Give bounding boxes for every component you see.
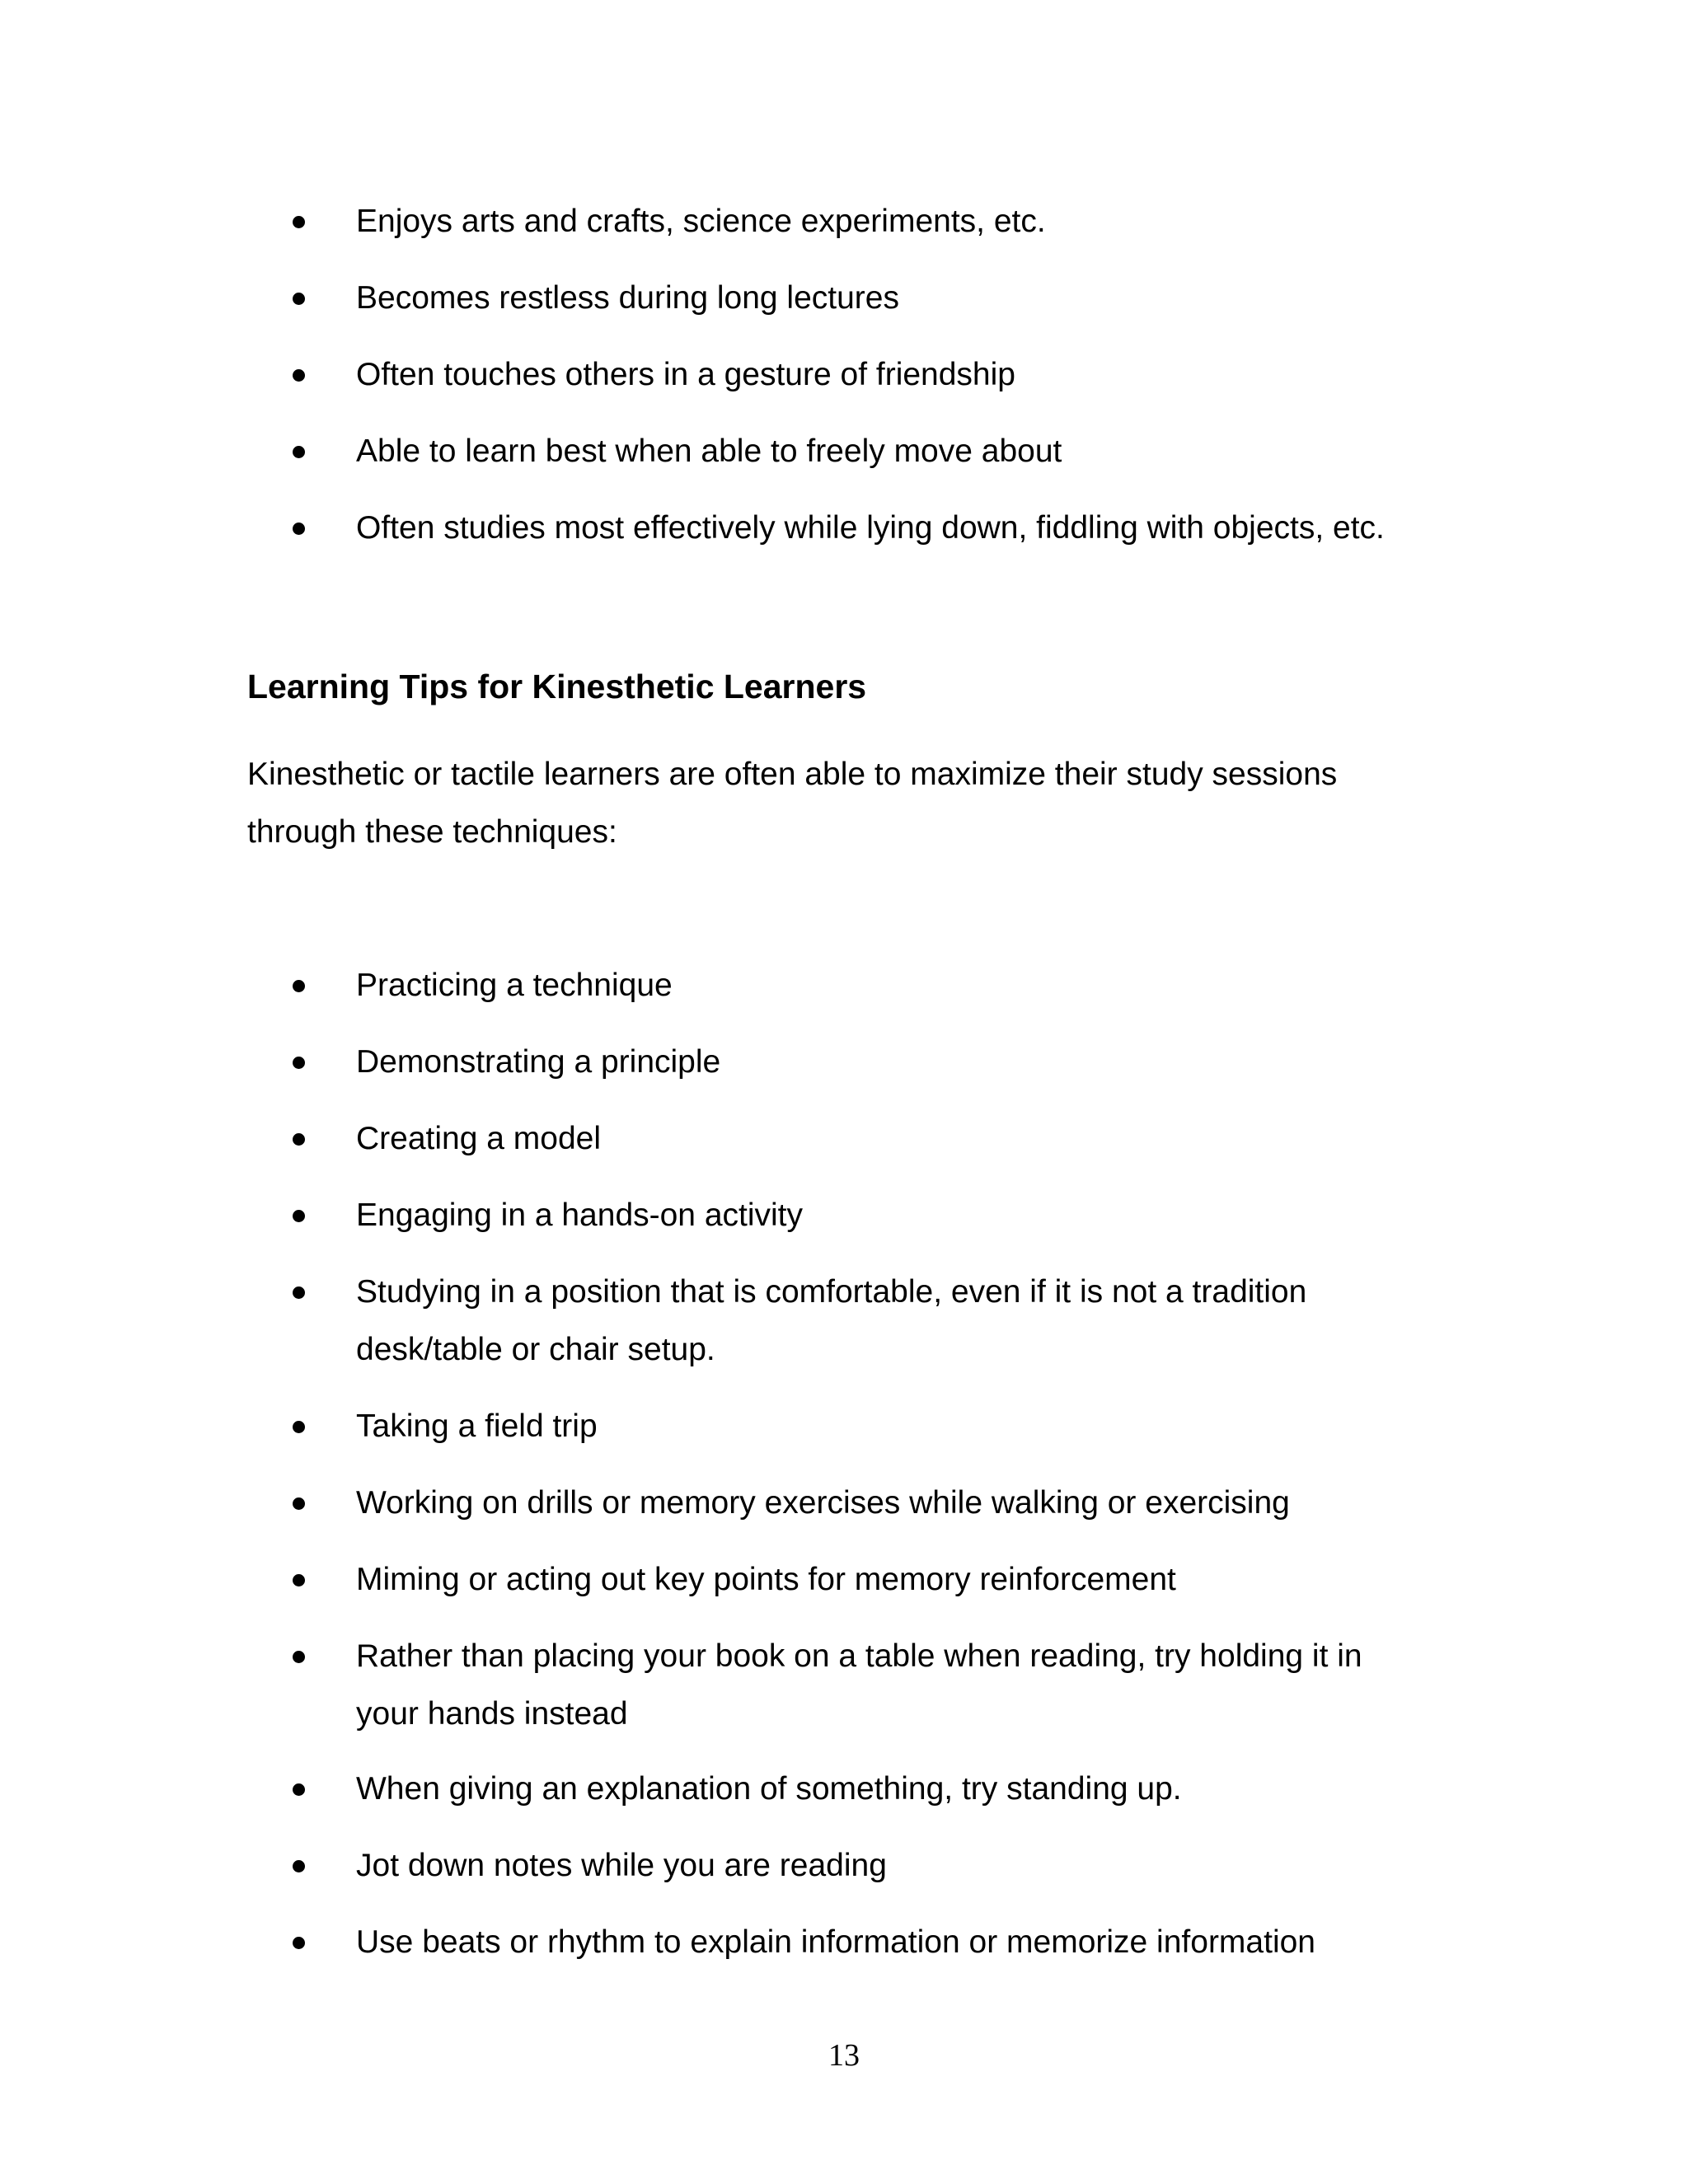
bullet-icon (293, 293, 305, 305)
bullet-icon (293, 216, 305, 228)
list-item-text: Use beats or rhythm to explain information or memorize information (356, 1924, 1315, 1960)
list-item-text: Engaging in a hands-on activity (356, 1197, 804, 1233)
list-item-text: Enjoys arts and crafts, science experiments, etc. (356, 204, 1046, 239)
intro-line: through these techniques: (247, 814, 617, 850)
bullet-icon (293, 1497, 305, 1510)
bullet-icon (293, 369, 305, 382)
bullet-icon (293, 1937, 305, 1949)
bullet-icon (293, 1057, 305, 1069)
list-item-text: Jot down notes while you are reading (356, 1848, 887, 1883)
bullet-icon (293, 1421, 305, 1433)
list-item-text: Able to learn best when able to freely move about (356, 434, 1062, 469)
list-item-text: Taking a field trip (356, 1408, 598, 1444)
list-item-text: Rather than placing your book on a table when reading, try holding it in your hands instead (356, 1638, 1362, 1732)
list-item-text: Often studies most effectively while lying down, fiddling with objects, etc. (356, 510, 1385, 546)
list-item-text: Practicing a technique (356, 968, 673, 1003)
intro-paragraph (247, 746, 1442, 861)
list-item-text: Working on drills or memory exercises while walking or exercising (356, 1485, 1290, 1521)
list-item-text: Creating a model (356, 1121, 601, 1156)
bullet-icon (293, 1286, 305, 1299)
list-item-text: Often touches others in a gesture of friendship (356, 357, 1015, 392)
list-item-text: Miming or acting out key points for memory reinforcement (356, 1562, 1176, 1597)
bullet-icon (293, 1210, 305, 1222)
bullet-icon (293, 1133, 305, 1146)
bullet-icon (293, 1574, 305, 1586)
bullet-icon (293, 446, 305, 458)
section-heading: Learning Tips for Kinesthetic Learners (247, 668, 867, 705)
list-item-text: Becomes restless during long lectures (356, 280, 899, 316)
bullet-icon (293, 1783, 305, 1796)
bullet-icon (293, 1651, 305, 1663)
bullet-icon (293, 980, 305, 992)
bullet-icon (293, 1860, 305, 1872)
list-item-text: Demonstrating a principle (356, 1044, 721, 1080)
bullet-icon (293, 523, 305, 535)
intro-line: Kinesthetic or tactile learners are often able to maximize their study sessions (247, 757, 1338, 792)
list-item-text: When giving an explanation of something, try standing up. (356, 1771, 1182, 1807)
page-number: 13 (828, 2038, 860, 2073)
list-item-text: Studying in a position that is comfortable, even if it is not a tradition desk/table or chair setup. (356, 1274, 1307, 1367)
